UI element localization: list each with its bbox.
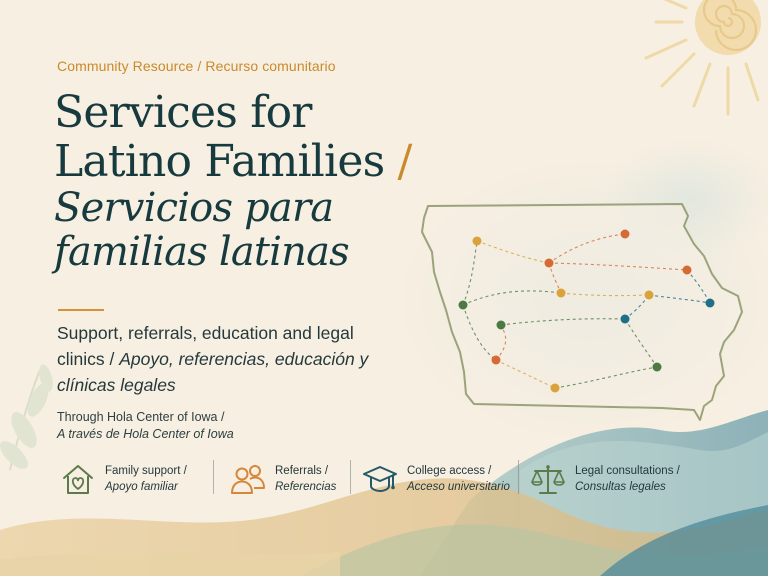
accent-rule bbox=[58, 309, 104, 311]
title-es-line2: familias latinas bbox=[54, 229, 349, 275]
wave-cream bbox=[0, 552, 340, 576]
service-divider bbox=[350, 460, 351, 494]
leaf-icon bbox=[0, 363, 55, 473]
service-label-es: Apoyo familiar bbox=[105, 481, 178, 493]
service-label-es: Consultas legales bbox=[575, 481, 666, 493]
map-dot bbox=[645, 291, 654, 300]
subtitle-es: Apoyo, referencias, educación y clínicas legales bbox=[57, 349, 369, 395]
service-referrals bbox=[230, 458, 336, 500]
map-dot bbox=[492, 356, 501, 365]
title-en-line2 bbox=[54, 137, 514, 186]
credit-es: A través de Hola Center of Iowa bbox=[57, 427, 234, 441]
map-dot bbox=[473, 237, 482, 246]
graduation-cap-icon bbox=[362, 462, 398, 496]
service-label-en: Referrals / bbox=[275, 465, 329, 477]
subtitle bbox=[57, 320, 387, 398]
title-es-line1: Servicios para bbox=[54, 185, 334, 231]
service-legal-consultations bbox=[530, 458, 680, 500]
map-dot bbox=[557, 289, 566, 298]
map-dot bbox=[706, 299, 715, 308]
service-label-en: College access / bbox=[407, 465, 492, 477]
service-label-es: Referencias bbox=[275, 481, 337, 493]
sun-icon bbox=[646, 0, 761, 114]
map-dot bbox=[621, 230, 630, 239]
service-label-es: Acceso universitario bbox=[407, 481, 510, 493]
organization-credit bbox=[57, 409, 234, 443]
service-divider bbox=[518, 460, 519, 494]
service-label-en: Family support / bbox=[105, 465, 187, 477]
map-dot bbox=[497, 321, 506, 330]
credit-en: Through Hola Center of Iowa / bbox=[57, 410, 225, 424]
scales-icon bbox=[530, 462, 566, 496]
service-label-en: Legal consultations / bbox=[575, 465, 680, 477]
subtitle-en: Support, referrals, education and legal clinics / bbox=[57, 323, 354, 369]
map-dot bbox=[653, 363, 662, 372]
title-slash: / bbox=[397, 136, 412, 187]
map-dot bbox=[621, 315, 630, 324]
title-en-line1: Services for bbox=[54, 87, 312, 138]
service-family-support bbox=[60, 458, 187, 500]
home-heart-icon bbox=[60, 462, 96, 496]
eyebrow-label: Community Resource / Recurso comunitario bbox=[57, 58, 336, 74]
map-dot bbox=[545, 259, 554, 268]
service-college-access bbox=[362, 458, 510, 500]
people-icon bbox=[230, 462, 266, 496]
iowa-map bbox=[412, 192, 752, 428]
title-en-line2-text: Latino Families bbox=[54, 136, 385, 187]
iowa-outline bbox=[422, 204, 742, 420]
map-dot bbox=[683, 266, 692, 275]
map-dot bbox=[459, 301, 468, 310]
map-dot bbox=[551, 384, 560, 393]
service-divider bbox=[213, 460, 214, 494]
